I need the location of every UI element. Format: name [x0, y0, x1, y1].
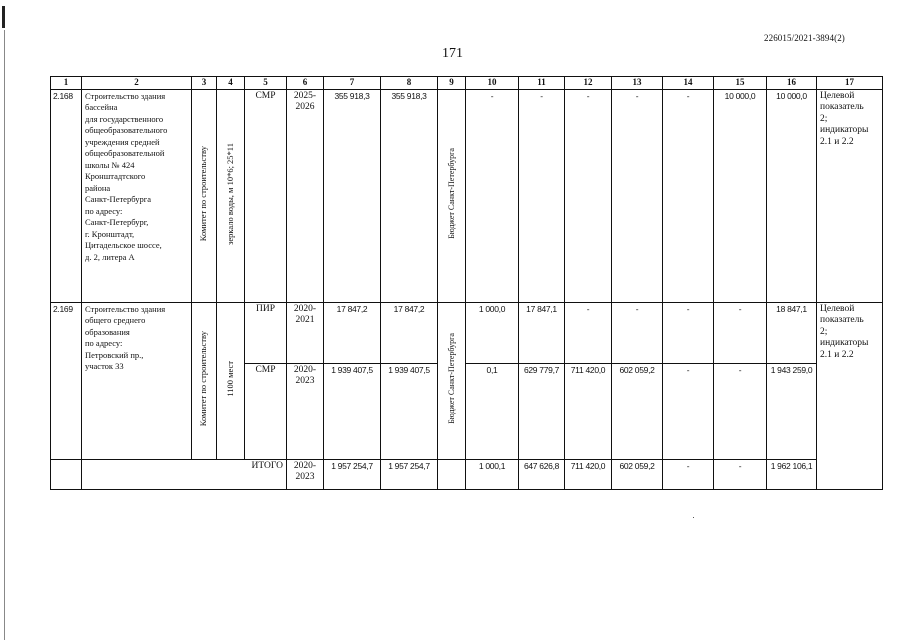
- value-col14: -: [663, 363, 714, 459]
- indicator-cell: [817, 89, 883, 302]
- name-line: по адресу:: [85, 338, 123, 348]
- col-header: 1: [51, 77, 82, 90]
- indicator-line: 2;: [820, 113, 828, 124]
- total-col14: -: [663, 459, 714, 489]
- value-col14: -: [663, 302, 714, 363]
- stage-type: СМР: [245, 89, 287, 302]
- name-line: по адресу:: [85, 205, 123, 216]
- stage-type: ПИР: [245, 302, 287, 363]
- name-line: участок 33: [85, 361, 124, 371]
- col-header: 2: [82, 77, 192, 90]
- stage-years: 2025-2026: [287, 89, 324, 302]
- table-row: [51, 89, 883, 302]
- indicator-line: 2.1 и 2.2: [820, 136, 854, 147]
- total-col16: 1 962 106,1: [767, 459, 817, 489]
- name-line: учреждения средней: [85, 136, 160, 147]
- name-line: общеобразовательной: [85, 148, 165, 158]
- name-line: школы № 424: [85, 159, 135, 170]
- value-col11: 629 779,7: [519, 363, 565, 459]
- stage-years: 2020-2021: [287, 302, 324, 363]
- name-line: Кронштадтского: [85, 171, 146, 181]
- funding-cell: [438, 89, 466, 302]
- col-header: 5: [245, 77, 287, 90]
- total-years: 2020-2023: [287, 459, 324, 489]
- name-line: Петровский пр.,: [85, 349, 144, 360]
- capacity-cell: [217, 89, 245, 302]
- name-line: г. Кронштадт,: [85, 228, 135, 239]
- indicator-line: показатель: [820, 102, 864, 112]
- value-col11: -: [519, 89, 565, 302]
- name-line: Строительство здания: [85, 303, 166, 314]
- indicator-line: индикаторы: [820, 125, 869, 135]
- value-col8: 17 847,2: [381, 302, 438, 363]
- column-number-row: [51, 77, 883, 90]
- stage-type: СМР: [245, 363, 287, 459]
- value-col8: 355 918,3: [381, 89, 438, 302]
- col-header: 8: [381, 77, 438, 90]
- indicator-line: 2.1 и 2.2: [820, 349, 854, 360]
- program-table: [50, 76, 883, 490]
- name-line: д. 2, литера А: [85, 251, 135, 262]
- col-header: 14: [663, 77, 714, 90]
- value-col7: 17 847,2: [324, 302, 381, 363]
- value-col13: -: [612, 89, 663, 302]
- name-line: района: [85, 182, 111, 193]
- col-header: 17: [817, 77, 883, 90]
- customer-cell: [192, 302, 217, 459]
- indicator-cell: [817, 302, 883, 489]
- capacity-text: 1100 мест: [224, 360, 235, 397]
- object-name: [82, 89, 192, 302]
- indicator-line: Целевой: [820, 90, 855, 101]
- col-header: 9: [438, 77, 466, 90]
- empty-cell: [438, 459, 466, 489]
- indicator-line: показатель: [820, 315, 864, 325]
- scan-speck: [693, 517, 694, 518]
- col-header: 10: [466, 77, 519, 90]
- col-header: 3: [192, 77, 217, 90]
- customer-text: Комитет по строительству: [198, 146, 209, 242]
- value-col15: 10 000,0: [714, 89, 767, 302]
- value-col13: -: [612, 302, 663, 363]
- name-line: образования: [85, 326, 130, 337]
- stage-years: 2020-2023: [287, 363, 324, 459]
- total-col13: 602 059,2: [612, 459, 663, 489]
- total-col10: 1 000,1: [466, 459, 519, 489]
- value-col14: -: [663, 89, 714, 302]
- col-header: 4: [217, 77, 245, 90]
- col-header: 15: [714, 77, 767, 90]
- funding-text: Бюджет Санкт-Петербурга: [446, 148, 456, 240]
- value-col16: 10 000,0: [767, 89, 817, 302]
- total-col12: 711 420,0: [565, 459, 612, 489]
- indicator-line: Целевой: [820, 303, 855, 314]
- funding-text: Бюджет Санкт-Петербурга: [446, 333, 456, 425]
- value-col16: 1 943 259,0: [767, 363, 817, 459]
- value-col11: 17 847,1: [519, 302, 565, 363]
- col-header: 6: [287, 77, 324, 90]
- capacity-text: зеркало воды, м 10*6; 25*11: [224, 142, 235, 245]
- total-col7: 1 957 254,7: [324, 459, 381, 489]
- value-col10: 0,1: [466, 363, 519, 459]
- document-number: 226015/2021-3894(2): [764, 33, 845, 43]
- col-header: 12: [565, 77, 612, 90]
- total-col15: -: [714, 459, 767, 489]
- value-col12: -: [565, 89, 612, 302]
- value-col15: -: [714, 302, 767, 363]
- customer-text: Комитет по строительству: [198, 331, 209, 427]
- value-col7: 1 939 407,5: [324, 363, 381, 459]
- indicator-line: 2;: [820, 326, 828, 337]
- value-col10: -: [466, 89, 519, 302]
- name-line: Санкт-Петербурга: [85, 194, 151, 204]
- name-line: общего среднего: [85, 315, 146, 325]
- table-row: [51, 302, 883, 363]
- value-col13: 602 059,2: [612, 363, 663, 459]
- col-header: 11: [519, 77, 565, 90]
- funding-cell: [438, 302, 466, 459]
- col-header: 7: [324, 77, 381, 90]
- col-header: 16: [767, 77, 817, 90]
- value-col7: 355 918,3: [324, 89, 381, 302]
- total-label: ИТОГО: [82, 459, 287, 489]
- row-number: 2.169: [51, 302, 82, 459]
- total-col11: 647 626,8: [519, 459, 565, 489]
- object-name: [82, 302, 192, 459]
- indicator-line: индикаторы: [820, 338, 869, 348]
- name-line: бассейна: [85, 102, 118, 112]
- value-col8: 1 939 407,5: [381, 363, 438, 459]
- row-number: 2.168: [51, 89, 82, 302]
- total-row: [51, 459, 883, 489]
- value-col10: 1 000,0: [466, 302, 519, 363]
- name-line: Строительство здания: [85, 90, 166, 101]
- capacity-cell: [217, 302, 245, 459]
- name-line: общеобразовательного: [85, 125, 168, 135]
- value-col12: -: [565, 302, 612, 363]
- value-col15: -: [714, 363, 767, 459]
- total-col8: 1 957 254,7: [381, 459, 438, 489]
- binder-mark: [2, 6, 5, 28]
- page-number: 171: [442, 46, 463, 61]
- empty-cell: [51, 459, 82, 489]
- scan-edge-line: [4, 30, 5, 640]
- name-line: Цитадельское шоссе,: [85, 240, 162, 250]
- name-line: для государственного: [85, 113, 164, 124]
- value-col16: 18 847,1: [767, 302, 817, 363]
- customer-cell: [192, 89, 217, 302]
- col-header: 13: [612, 77, 663, 90]
- value-col12: 711 420,0: [565, 363, 612, 459]
- name-line: Санкт-Петербург,: [85, 217, 149, 227]
